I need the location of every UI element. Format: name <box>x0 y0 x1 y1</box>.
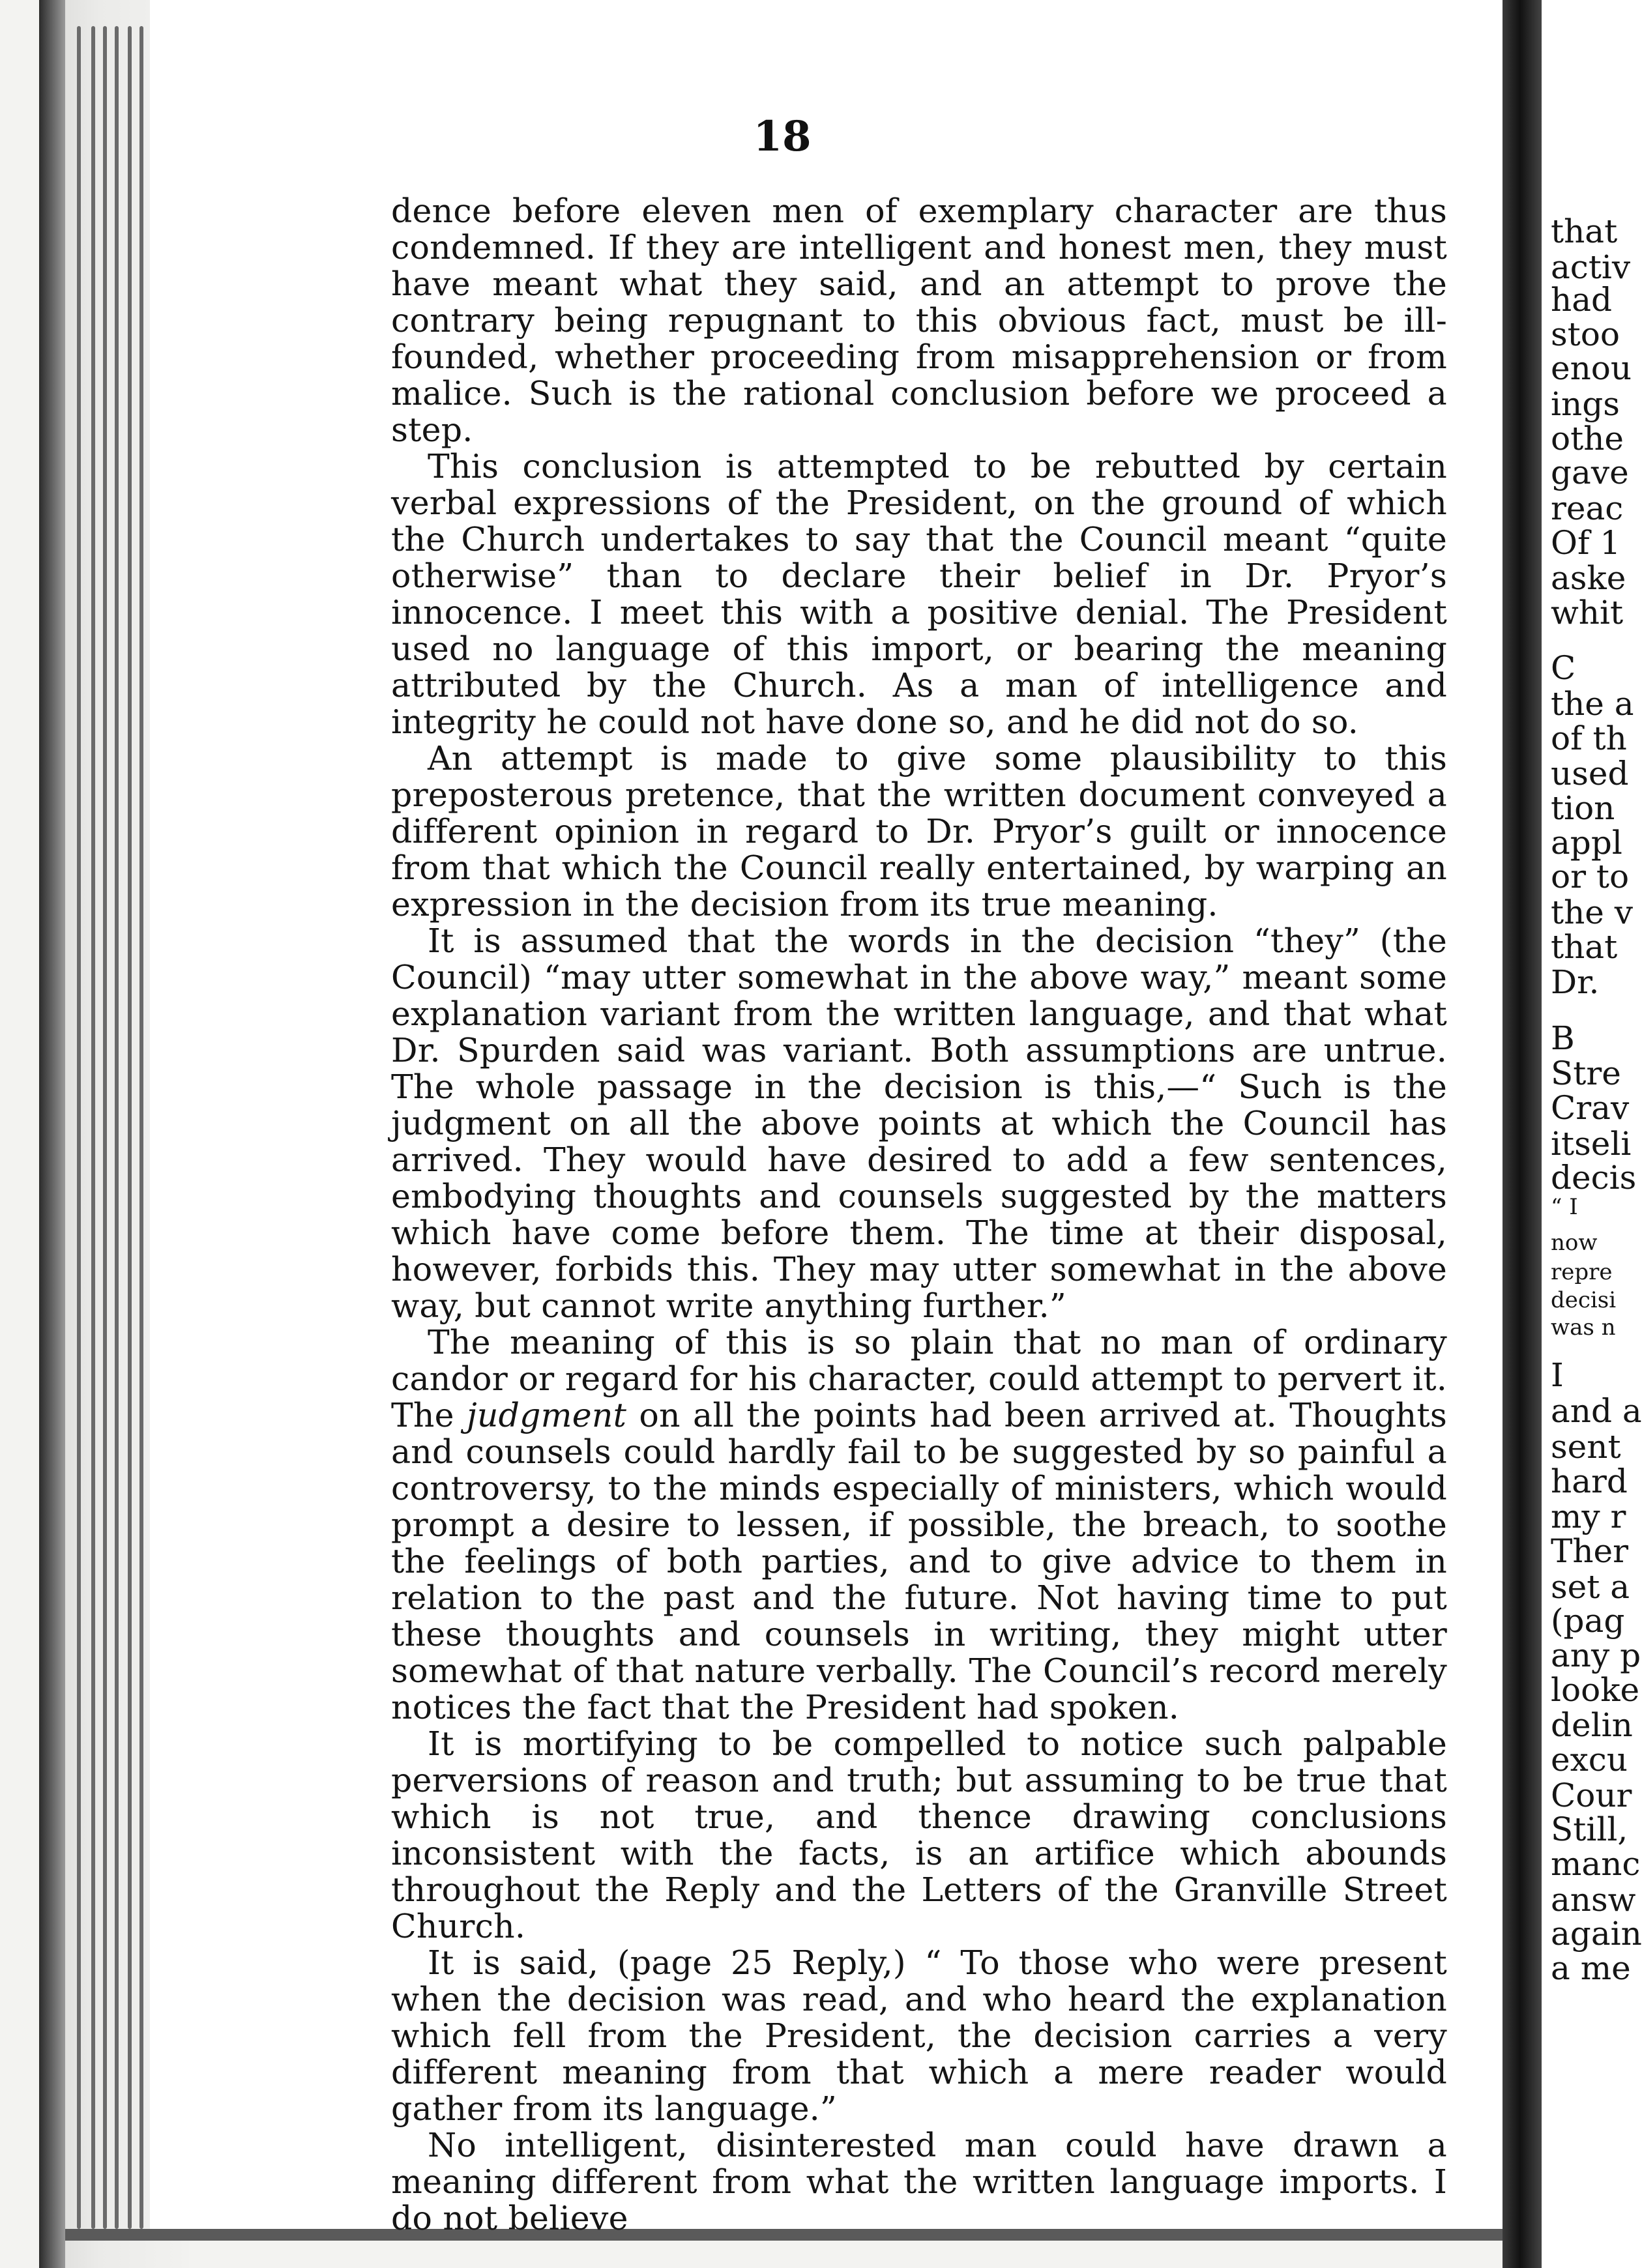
next-page-fragment: C <box>1551 649 1576 687</box>
next-page-fragment: answ <box>1551 1881 1636 1919</box>
binding-shadow <box>39 0 65 2268</box>
next-page-fragment: activ <box>1551 248 1631 286</box>
page-number: 18 <box>753 112 812 161</box>
paragraph: It is mortifying to be compelled to notice such palpable perversions of reason and truth; but assuming to be true that which is not true, and thence drawing conclusions inconsistent with the facts, is an artifice which abounds throughout the Reply and the Letters of the Granville Street Church. <box>391 1724 1447 1945</box>
next-page-fragment: hard <box>1551 1462 1628 1500</box>
next-page-fragment: (pag <box>1551 1602 1625 1640</box>
next-page-fragment: sent <box>1551 1428 1621 1466</box>
next-page-fragment: looke <box>1551 1671 1640 1709</box>
next-page-fragment: decisi <box>1551 1287 1617 1313</box>
page-edge-line <box>103 26 107 2229</box>
page-edge-line <box>139 26 143 2229</box>
page-edge-line <box>115 26 119 2229</box>
next-page-fragment: aske <box>1551 559 1626 597</box>
paragraph: dence before eleven men of exemplary character are thus condemned. If they are intelligent and honest men, they must have meant what they said, and an attempt to prove the contrary being repugnant to this obvious fact, must be ill-founded, whether proceeding from misapprehension or from malice. Such is the rational conclusion before we proceed a step. <box>391 192 1447 449</box>
next-page-fragment: manc <box>1551 1845 1641 1883</box>
next-page-fragment: Stre <box>1551 1054 1621 1092</box>
next-page-fragment: Cour <box>1551 1777 1632 1814</box>
next-page-fragment: set a <box>1551 1568 1630 1606</box>
next-page-fragment: tion <box>1551 789 1615 827</box>
next-page-fragment: was n <box>1551 1315 1616 1341</box>
next-page-fragment: Dr. <box>1551 963 1600 1001</box>
next-page-fragment: repre <box>1551 1259 1613 1285</box>
next-page-fragment: reac <box>1551 489 1624 527</box>
emphasized-word: judgment <box>467 1396 627 1434</box>
next-page-fragment: any p <box>1551 1636 1641 1674</box>
next-page-fragment: decis <box>1551 1159 1637 1197</box>
next-page-fragment: used <box>1551 755 1629 792</box>
next-page-fragment: my r <box>1551 1498 1626 1535</box>
next-page-fragment: Ther <box>1551 1532 1629 1570</box>
page-edge-line <box>91 26 95 2229</box>
paragraph: It is assumed that the words in the decision “they” (the Council) “may utter somewhat in the above way,” meant some explanation variant from the written language, and that what Dr. Spurden said was variant. Both assumptions are untrue. The whole passage in the decision is this,—“ Such is the judgment on all the above points at which the Council has arrived. They would have desired to add a few sentences, embodying thoughts and counsels suggested by the matters which have come before them. The time at their disposal, however, forbids this. They may utter somewhat in the above way, but cannot write anything further.” <box>391 922 1447 1325</box>
paragraph: An attempt is made to give some plausibility to this preposterous pretence, that the written document conveyed a different opinion in regard to Dr. Pryor’s guilt or innocence from that which the Council really entertained, by warping an expression in the decision from its true meaning. <box>391 739 1447 923</box>
paragraph: No intelligent, disinterested man could have drawn a meaning different from what the written language imports. I do not believe <box>391 2126 1447 2237</box>
next-page-fragment: now <box>1551 1230 1598 1256</box>
next-page-fragment: appl <box>1551 824 1622 862</box>
next-page-fragment: ings <box>1551 385 1620 423</box>
paragraph: It is said, (page 25 Reply,) “ To those who were present when the decision was read, and who heard the explanation which fell from the President, the decision carries a very different meaning from that which a mere reader would gather from its language.” <box>391 1943 1447 2128</box>
next-page-fragment: “ I <box>1551 1194 1578 1220</box>
next-page-fragment: had <box>1551 281 1613 319</box>
next-page-fragment: the v <box>1551 894 1634 931</box>
paragraph-text: The meaning of this is so plain that no man of ordinary candor or regard for his character, could attempt to pervert it. The <box>391 1323 1447 1434</box>
next-page-fragment: I <box>1551 1356 1564 1394</box>
paragraph <box>391 1324 1447 1726</box>
next-page-fragment: othe <box>1551 420 1624 458</box>
next-page-fragment: and a <box>1551 1392 1642 1430</box>
paragraph-text: on all the points had been arrived at. Thoughts and counsels could hardly fail to be suggested by so painful a controversy, to the minds especially of ministers, which would prompt a desire to lessen, if possible, the breach, to soothe the feelings of both parties, and to give advice to them in relation to the past and the future. Not having time to put these thoughts and counsels in writing, they might utter somewhat of that nature verbally. The Council’s record merely notices the fact that the President had spoken. <box>391 1396 1447 1726</box>
next-page-fragment: whit <box>1551 594 1624 632</box>
paragraph: This conclusion is attempted to be rebutted by certain verbal expressions of the President, on the ground of which the Church undertakes to say that the Council meant “quite otherwise” than to declare their belief in Dr. Pryor’s innocence. I meet this with a positive denial. The President used no language of this import, or bearing the meaning attributed by the Church. As a man of intelligence and integrity he could not have done so, and he did not do so. <box>391 447 1447 741</box>
next-page-fragment: stoo <box>1551 315 1620 353</box>
next-page-fragment: enou <box>1551 349 1632 387</box>
next-page-fragment: again <box>1551 1915 1642 1953</box>
next-page-fragment: delin <box>1551 1706 1633 1744</box>
body-text <box>391 193 1447 2237</box>
next-page-fragment: of th <box>1551 720 1627 757</box>
next-page-fragment: Of 1 <box>1551 524 1621 562</box>
next-page-edge <box>1542 0 1642 2268</box>
next-page-fragment: that <box>1551 212 1618 250</box>
next-page-fragment: B <box>1551 1019 1575 1057</box>
next-page-fragment: or to <box>1551 858 1630 895</box>
book-gutter <box>1503 0 1542 2268</box>
next-page-fragment: gave <box>1551 454 1629 491</box>
next-page-fragment: the a <box>1551 685 1634 723</box>
next-page-fragment: itseli <box>1551 1125 1632 1163</box>
next-page-fragment: Still, <box>1551 1810 1628 1848</box>
page-edge-line <box>77 26 81 2229</box>
next-page-fragment: Crav <box>1551 1089 1630 1127</box>
next-page-fragment: that <box>1551 928 1618 966</box>
next-page-fragment: excu <box>1551 1741 1628 1779</box>
next-page-fragment: a me <box>1551 1949 1631 1987</box>
page-edge-line <box>128 26 132 2229</box>
